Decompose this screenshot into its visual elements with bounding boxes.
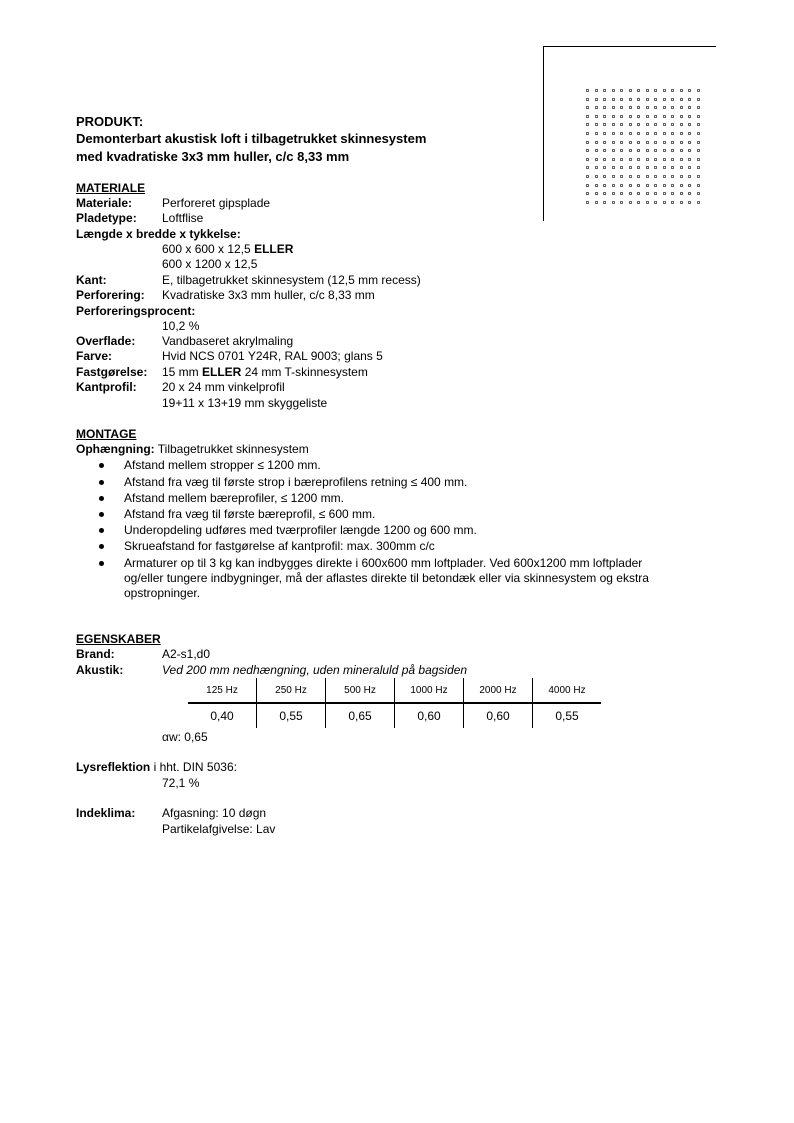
bullet-icon: [99, 512, 104, 517]
perforation-hole: [595, 123, 598, 126]
acoustic-absorption-table: [188, 678, 601, 728]
brand-value: A2-s1,d0: [162, 647, 211, 661]
perforation-hole: [595, 175, 598, 178]
perforation-hole: [612, 141, 615, 144]
corner-line-horizontal: [543, 46, 716, 47]
perforation-hole: [688, 115, 691, 118]
absorption-cell: 0,55: [257, 703, 326, 728]
perforation-hole: [629, 106, 632, 109]
corner-line-vertical: [543, 46, 544, 221]
product-title-line2: med kvadratiske 3x3 mm huller, c/c 8,33 mm: [76, 149, 350, 164]
perforation-hole: [654, 106, 657, 109]
montage-bullet: Armaturer op til 3 kg kan indbygges direkte i 600x600 mm loftplader. Ved 600x1200 mm loftplader: [124, 556, 642, 570]
absorption-cell: 0,65: [326, 703, 395, 728]
perforation-hole: [603, 192, 606, 195]
perforation-hole: [620, 175, 623, 178]
perforation-hole: [629, 132, 632, 135]
perforation-hole: [629, 166, 632, 169]
fastgoerelse-value: 15 mm ELLER 24 mm T-skinnesystem: [162, 365, 368, 379]
perforation-hole: [595, 166, 598, 169]
bullet-icon: [99, 528, 104, 533]
perforation-hole: [680, 175, 683, 178]
perforation-hole: [688, 141, 691, 144]
perforation-hole: [646, 175, 649, 178]
montage-bullet: Afstand mellem stropper ≤ 1200 mm.: [124, 458, 321, 472]
perforation-hole: [671, 184, 674, 187]
perforation-hole: [603, 184, 606, 187]
perforation-hole: [663, 106, 666, 109]
perforation-hole: [629, 192, 632, 195]
lysreflektion-line: [76, 760, 237, 774]
perforation-hole: [663, 184, 666, 187]
lysreflektion-value: 72,1 %: [162, 776, 200, 790]
frequency-cell: 4000 Hz: [533, 678, 602, 703]
perforation-hole: [612, 149, 615, 152]
perforation-hole: [680, 89, 683, 92]
bullet-icon: [99, 496, 104, 501]
absorption-cell: 0,55: [533, 703, 602, 728]
perforation-hole: [654, 201, 657, 204]
perforation-hole: [688, 106, 691, 109]
perforation-hole: [603, 123, 606, 126]
perforation-hole: [663, 201, 666, 204]
perforation-hole: [629, 149, 632, 152]
perforation-hole: [595, 98, 598, 101]
frequency-cell: 500 Hz: [326, 678, 395, 703]
frequency-header-row: [188, 678, 601, 703]
perforation-hole: [603, 166, 606, 169]
perforation-hole: [612, 175, 615, 178]
montage-bullet: Skrueafstand for fastgørelse af kantprofil: max. 300mm c/c: [124, 539, 435, 553]
pladetype-label: Pladetype:: [76, 211, 137, 225]
perforation-hole: [586, 149, 589, 152]
perforation-hole: [586, 106, 589, 109]
perforation-hole: [586, 132, 589, 135]
perforation-hole: [680, 98, 683, 101]
perforation-hole: [680, 158, 683, 161]
perforation-hole: [663, 115, 666, 118]
perforation-hole: [671, 158, 674, 161]
perforation-hole: [654, 98, 657, 101]
perforation-hole: [612, 106, 615, 109]
perforation-hole: [586, 141, 589, 144]
perforation-hole: [663, 141, 666, 144]
perforation-hole: [663, 123, 666, 126]
perforation-hole: [654, 166, 657, 169]
perforation-hole: [697, 132, 700, 135]
perforation-hole: [654, 115, 657, 118]
perforation-hole: [688, 123, 691, 126]
perforation-hole: [620, 201, 623, 204]
perforation-hole: [680, 184, 683, 187]
perforation-hole: [646, 192, 649, 195]
perforation-hole: [629, 158, 632, 161]
perforation-hole: [595, 141, 598, 144]
perforation-hole: [637, 98, 640, 101]
perforation-hole: [688, 158, 691, 161]
perforation-hole: [612, 89, 615, 92]
perforation-hole: [637, 166, 640, 169]
perforation-hole: [603, 132, 606, 135]
perforation-hole: [654, 141, 657, 144]
perforation-hole: [612, 98, 615, 101]
perforation-hole: [671, 115, 674, 118]
perforation-hole: [595, 201, 598, 204]
dimension-label: Længde x bredde x tykkelse:: [76, 227, 241, 241]
section-heading-materiale: MATERIALE: [76, 181, 146, 195]
perforation-hole: [671, 149, 674, 152]
perforation-hole: [603, 98, 606, 101]
perforation-hole: [663, 149, 666, 152]
absorption-value-row: [188, 703, 601, 728]
perforation-hole: [586, 123, 589, 126]
indeklima-label: Indeklima:: [76, 806, 136, 820]
perforation-hole: [671, 166, 674, 169]
perforation-hole: [620, 115, 623, 118]
perforeringsprocent-label: Perforeringsprocent:: [76, 304, 196, 318]
perforation-hole: [671, 132, 674, 135]
montage-bullet: Afstand mellem bæreprofiler, ≤ 1200 mm.: [124, 491, 344, 505]
perforation-hole: [680, 123, 683, 126]
perforation-hole: [671, 141, 674, 144]
perforation-hole: [612, 115, 615, 118]
product-title-line1: Demonterbart akustisk loft i tilbagetrukket skinnesystem: [76, 131, 427, 146]
perforation-hole: [663, 175, 666, 178]
perforation-hole: [688, 201, 691, 204]
lysreflektion-label: Lysreflektion: [76, 760, 151, 774]
perforation-hole: [646, 166, 649, 169]
bullet-icon: [99, 480, 104, 485]
ophaengning-line: [76, 442, 309, 456]
perforation-hole: [697, 166, 700, 169]
perforation-hole: [663, 132, 666, 135]
absorption-cell: 0,60: [395, 703, 464, 728]
perforation-hole: [697, 192, 700, 195]
perforation-hole: [680, 192, 683, 195]
perforation-hole: [620, 89, 623, 92]
perforation-hole: [637, 115, 640, 118]
perforation-hole: [586, 89, 589, 92]
perforation-hole: [663, 89, 666, 92]
perforation-hole: [637, 106, 640, 109]
perforation-hole: [671, 175, 674, 178]
perforation-hole: [637, 123, 640, 126]
perforation-hole: [680, 141, 683, 144]
perforation-hole: [629, 201, 632, 204]
product-label: PRODUKT:: [76, 114, 144, 129]
perforation-hole: [646, 158, 649, 161]
kantprofil-value-2: 19+11 x 13+19 mm skyggeliste: [162, 396, 328, 410]
kant-value: E, tilbagetrukket skinnesystem (12,5 mm recess): [162, 273, 421, 287]
perforation-hole: [603, 106, 606, 109]
perforation-hole: [620, 184, 623, 187]
absorption-cell: 0,40: [210, 709, 234, 723]
frequency-cell: 250 Hz: [257, 678, 326, 703]
perforation-hole: [637, 175, 640, 178]
perforation-hole: [620, 166, 623, 169]
bullet-icon: [99, 544, 104, 549]
perforation-hole: [688, 98, 691, 101]
perforation-hole: [629, 175, 632, 178]
perforation-hole: [612, 201, 615, 204]
perforation-hole: [612, 166, 615, 169]
perforation-hole: [654, 158, 657, 161]
perforation-hole: [629, 115, 632, 118]
perforation-hole: [620, 158, 623, 161]
perforation-hole: [688, 184, 691, 187]
perforation-hole: [671, 201, 674, 204]
perforation-hole: [671, 89, 674, 92]
perforation-hole: [697, 184, 700, 187]
perforering-label: Perforering:: [76, 288, 145, 302]
overflade-label: Overflade:: [76, 334, 136, 348]
montage-bullet-continuation: opstropninger.: [124, 586, 201, 600]
materiale-value: Perforeret gipsplade: [162, 196, 271, 210]
perforation-hole: [697, 158, 700, 161]
perforation-hole: [680, 166, 683, 169]
perforation-hole: [663, 166, 666, 169]
perforation-hole: [595, 89, 598, 92]
perforation-hole: [680, 201, 683, 204]
montage-bullet: Underopdeling udføres med tværprofiler længde 1200 og 600 mm.: [124, 523, 477, 537]
overflade-value: Vandbaseret akrylmaling: [162, 334, 294, 348]
dimension-value-1: 600 x 600 x 12,5 ELLER: [162, 242, 294, 256]
perforation-hole: [620, 192, 623, 195]
perforation-hole: [603, 175, 606, 178]
perforation-hole: [646, 141, 649, 144]
perforation-hole: [586, 184, 589, 187]
perforeringsprocent-value: 10,2 %: [162, 319, 200, 333]
perforation-hole: [586, 158, 589, 161]
perforation-hole: [671, 98, 674, 101]
perforation-hole: [663, 192, 666, 195]
perforation-hole: [595, 149, 598, 152]
perforation-hole: [603, 158, 606, 161]
perforation-hole: [629, 123, 632, 126]
perforation-hole: [620, 123, 623, 126]
perforation-hole: [646, 201, 649, 204]
perforation-hole: [654, 89, 657, 92]
perforation-hole: [697, 201, 700, 204]
perforation-hole: [697, 175, 700, 178]
perforation-hole: [612, 184, 615, 187]
perforation-hole: [595, 115, 598, 118]
perforation-hole: [620, 149, 623, 152]
perforation-hole: [595, 132, 598, 135]
indeklima-value-1: Afgasning: 10 døgn: [162, 806, 267, 820]
fastgoerelse-label: Fastgørelse:: [76, 365, 148, 379]
akustik-label: Akustik:: [76, 663, 124, 677]
indeklima-value-2: Partikelafgivelse: Lav: [162, 822, 276, 836]
perforation-hole: [680, 115, 683, 118]
perforation-hole: [646, 98, 649, 101]
perforation-hole: [637, 141, 640, 144]
perforation-hole: [603, 141, 606, 144]
perforation-hole: [620, 141, 623, 144]
perforation-hole: [612, 158, 615, 161]
perforation-hole: [697, 98, 700, 101]
perforering-value: Kvadratiske 3x3 mm huller, c/c 8,33 mm: [162, 288, 375, 302]
perforation-hole: [646, 149, 649, 152]
perforation-hole: [586, 192, 589, 195]
section-heading-egenskaber: EGENSKABER: [76, 632, 161, 646]
montage-bullet-continuation: og/eller tungere indbygninger, må der aflastes direkte til betondæk eller via skinnesystem og ekstra: [124, 571, 649, 585]
brand-label: Brand:: [76, 647, 115, 661]
perforation-hole: [595, 192, 598, 195]
kant-label: Kant:: [76, 273, 107, 287]
perforation-hole: [612, 123, 615, 126]
perforation-hole: [620, 132, 623, 135]
perforation-hole: [654, 184, 657, 187]
perforation-hole: [654, 192, 657, 195]
perforation-hole: [654, 175, 657, 178]
materiale-label: Materiale:: [76, 196, 133, 210]
dimension-value-2: 600 x 1200 x 12,5: [162, 257, 258, 271]
frequency-cell: 2000 Hz: [464, 678, 533, 703]
perforation-hole: [586, 115, 589, 118]
kantprofil-value-1: 20 x 24 mm vinkelprofil: [162, 380, 285, 394]
perforation-hole: [603, 149, 606, 152]
perforation-hole: [620, 106, 623, 109]
bullet-icon: [99, 561, 104, 566]
farve-value: Hvid NCS 0701 Y24R, RAL 9003; glans 5: [162, 349, 383, 363]
perforation-hole: [629, 98, 632, 101]
perforation-hole: [688, 149, 691, 152]
perforation-hole: [680, 132, 683, 135]
perforation-hole: [595, 158, 598, 161]
perforation-hole: [586, 175, 589, 178]
perforation-hole: [697, 106, 700, 109]
perforation-hole: [637, 158, 640, 161]
perforation-hole: [688, 166, 691, 169]
perforation-hole: [586, 166, 589, 169]
perforation-hole: [680, 149, 683, 152]
perforation-hole: [697, 149, 700, 152]
kantprofil-label: Kantprofil:: [76, 380, 137, 394]
perforation-hole: [646, 115, 649, 118]
perforation-hole: [671, 123, 674, 126]
lysreflektion-norm: i hht. DIN 5036:: [150, 760, 237, 774]
perforation-hole: [586, 98, 589, 101]
perforation-hole: [663, 158, 666, 161]
perforation-hole: [688, 192, 691, 195]
perforation-hole: [586, 201, 589, 204]
akustik-value: Ved 200 mm nedhængning, uden mineraluld på bagsiden: [162, 663, 468, 677]
perforation-hole: [629, 141, 632, 144]
perforation-hole: [603, 89, 606, 92]
section-heading-montage: MONTAGE: [76, 427, 137, 441]
perforation-hole: [654, 149, 657, 152]
ophaengning-value: Tilbagetrukket skinnesystem: [154, 442, 309, 456]
perforation-hole: [595, 184, 598, 187]
pladetype-value: Loftflise: [162, 211, 204, 225]
perforation-hole: [688, 132, 691, 135]
perforation-hole: [646, 106, 649, 109]
perforation-hole: [637, 132, 640, 135]
farve-label: Farve:: [76, 349, 113, 363]
perforation-hole: [646, 123, 649, 126]
perforation-hole: [637, 192, 640, 195]
montage-bullet: Afstand fra væg til første bæreprofil, ≤ 600 mm.: [124, 507, 375, 521]
perforation-hole: [637, 184, 640, 187]
bullet-icon: [99, 463, 104, 468]
perforation-hole: [637, 149, 640, 152]
perforation-hole: [629, 89, 632, 92]
perforation-hole: [646, 89, 649, 92]
perforation-hole: [697, 89, 700, 92]
perforation-hole: [688, 175, 691, 178]
perforation-hole: [671, 192, 674, 195]
frequency-cell: 125 Hz: [188, 678, 257, 703]
frequency-cell: 1000 Hz: [395, 678, 464, 703]
perforation-hole: [697, 123, 700, 126]
perforation-hole: [620, 98, 623, 101]
perforation-hole: [671, 106, 674, 109]
perforation-hole: [637, 89, 640, 92]
perforation-hole: [595, 106, 598, 109]
perforation-hole: [654, 132, 657, 135]
ophaengning-label: Ophængning:: [76, 442, 155, 456]
perforation-hole: [612, 192, 615, 195]
montage-bullet: Afstand fra væg til første strop i bæreprofilens retning ≤ 400 mm.: [124, 475, 467, 489]
perforation-hole: [697, 141, 700, 144]
perforation-hole: [603, 201, 606, 204]
perforation-hole: [637, 201, 640, 204]
perforation-hole: [646, 184, 649, 187]
perforation-hole: [654, 123, 657, 126]
alpha-w-value: αw: 0,65: [162, 730, 208, 744]
perforation-hole: [612, 132, 615, 135]
absorption-cell: 0,60: [464, 703, 533, 728]
perforation-hole: [603, 115, 606, 118]
perforation-hole: [697, 115, 700, 118]
perforation-hole: [688, 89, 691, 92]
perforation-hole: [646, 132, 649, 135]
perforation-hole: [663, 98, 666, 101]
perforation-hole: [680, 106, 683, 109]
perforation-hole: [629, 184, 632, 187]
